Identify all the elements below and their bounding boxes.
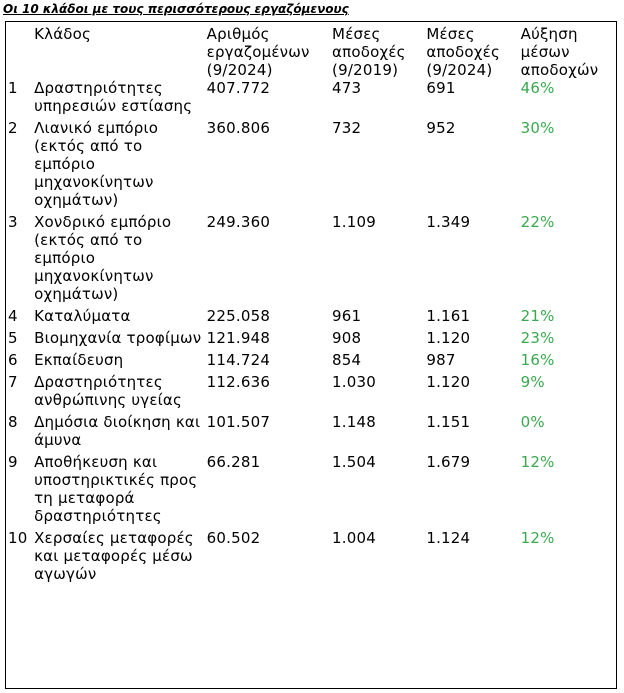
header-employees: Αριθμός εργαζομένων (9/2024) (206, 25, 310, 79)
header-pay-2019: Μέσες αποδοχές (9/2019) (332, 25, 406, 79)
table-row (6, 79, 616, 119)
growth-cell: 12% (520, 529, 555, 547)
pay-2019-cell: 732 (332, 119, 362, 137)
header-row (6, 22, 616, 79)
pay-2019-cell: 1.148 (332, 413, 376, 431)
rank-cell: 7 (8, 373, 18, 391)
growth-cell: 16% (520, 351, 555, 369)
pay-2019-cell: 1.504 (332, 453, 376, 471)
table-row (6, 213, 616, 307)
pay-2024-cell: 1.120 (426, 329, 471, 347)
sectors-table (6, 22, 616, 587)
table-row (6, 529, 616, 587)
employees-cell: 225.058 (206, 307, 271, 325)
growth-cell: 30% (520, 119, 555, 137)
rank-cell: 2 (8, 119, 18, 137)
employees-cell: 249.360 (206, 213, 271, 231)
employees-cell: 101.507 (206, 413, 271, 431)
employees-cell: 360.806 (206, 119, 271, 137)
sector-cell: Χερσαίες μεταφορές και μεταφορές μέσω αγωγών (34, 529, 194, 583)
header-pay-2024: Μέσες αποδοχές (9/2024) (426, 25, 500, 79)
sector-cell: Αποθήκευση και υποστηρικτικές προς τη μεταφορά δραστηριότητες (34, 453, 198, 525)
table-row (6, 119, 616, 213)
sector-cell: Δημόσια διοίκηση και άμυνα (34, 413, 201, 449)
pay-2024-cell: 1.120 (426, 373, 471, 391)
pay-2019-cell: 1.109 (332, 213, 376, 231)
sector-cell: Βιομηχανία τροφίμων (34, 329, 202, 347)
table-title: Οι 10 κλάδοι με τους περισσότερους εργαζόμενους (3, 2, 349, 16)
pay-2024-cell: 1.161 (426, 307, 471, 325)
sector-cell: Δραστηριότητες υπηρεσιών εστίασης (34, 79, 193, 115)
growth-cell: 23% (520, 329, 555, 347)
employees-cell: 121.948 (206, 329, 271, 347)
rank-cell: 4 (8, 307, 18, 325)
sector-cell: Χονδρικό εμπόριο (εκτός από το εμπόριο μηχανοκίνητων οχημάτων) (34, 213, 172, 303)
employees-cell: 112.636 (206, 373, 271, 391)
employees-cell: 114.724 (206, 351, 271, 369)
rank-cell: 6 (8, 351, 18, 369)
growth-cell: 12% (520, 453, 555, 471)
rank-cell: 9 (8, 453, 18, 471)
pay-2024-cell: 1.679 (426, 453, 471, 471)
pay-2019-cell: 908 (332, 329, 362, 347)
growth-cell: 46% (520, 79, 555, 97)
rank-cell: 1 (8, 79, 18, 97)
header-growth: Αύξηση μέσων αποδοχών (520, 25, 599, 79)
pay-2019-cell: 1.004 (332, 529, 376, 547)
rank-cell: 3 (8, 213, 18, 231)
sector-cell: Καταλύματα (34, 307, 131, 325)
pay-2024-cell: 952 (426, 119, 456, 137)
pay-2024-cell: 1.349 (426, 213, 471, 231)
pay-2019-cell: 961 (332, 307, 362, 325)
pay-2024-cell: 987 (426, 351, 456, 369)
table-row (6, 373, 616, 413)
growth-cell: 9% (520, 373, 545, 391)
rank-cell: 8 (8, 413, 18, 431)
table-row (6, 307, 616, 329)
employees-cell: 60.502 (206, 529, 261, 547)
employees-cell: 407.772 (206, 79, 271, 97)
header-sector: Κλάδος (34, 25, 92, 43)
pay-2019-cell: 473 (332, 79, 362, 97)
pay-2024-cell: 1.124 (426, 529, 471, 547)
growth-cell: 21% (520, 307, 555, 325)
table-row (6, 329, 616, 351)
employees-cell: 66.281 (206, 453, 261, 471)
table-row (6, 413, 616, 453)
table-row (6, 351, 616, 373)
rank-cell: 5 (8, 329, 18, 347)
pay-2024-cell: 691 (426, 79, 456, 97)
header-rank (6, 22, 34, 79)
sector-cell: Λιανικό εμπόριο (εκτός από το εμπόριο μηχανοκίνητων οχημάτων) (34, 119, 159, 209)
sector-cell: Εκπαίδευση (34, 351, 124, 369)
table-row (6, 453, 616, 529)
table-frame (5, 21, 617, 689)
pay-2024-cell: 1.151 (426, 413, 471, 431)
sector-cell: Δραστηριότητες ανθρώπινης υγείας (34, 373, 182, 409)
pay-2019-cell: 1.030 (332, 373, 376, 391)
pay-2019-cell: 854 (332, 351, 362, 369)
rank-cell: 10 (8, 529, 28, 547)
growth-cell: 0% (520, 413, 545, 431)
growth-cell: 22% (520, 213, 555, 231)
